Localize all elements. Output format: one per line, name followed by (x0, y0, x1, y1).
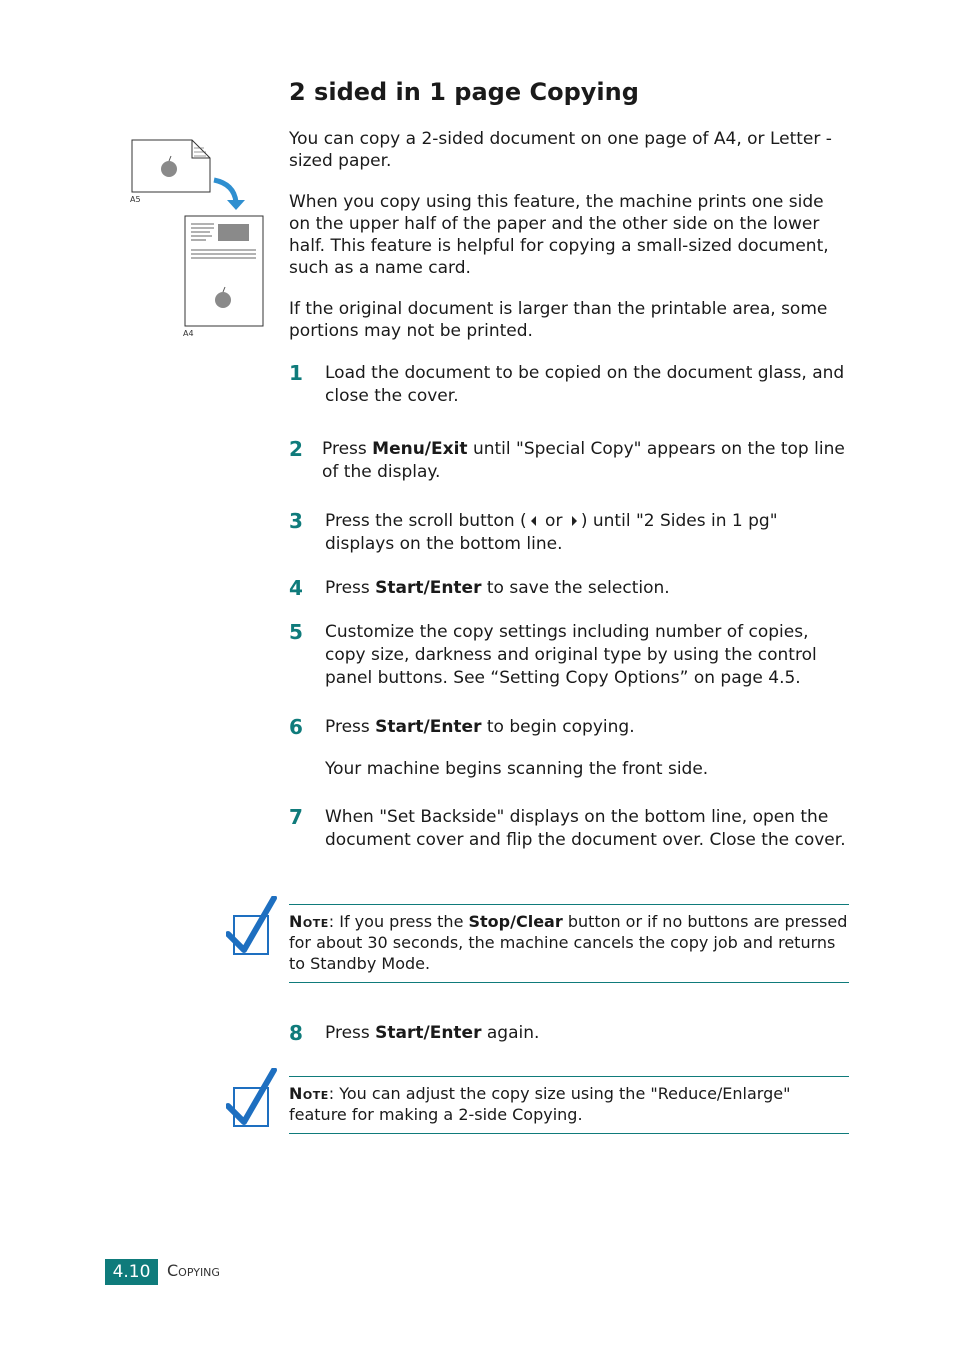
page-title: 2 sided in 1 page Copying (289, 78, 639, 106)
step-number: 8 (289, 1021, 303, 1045)
step-6 (289, 715, 849, 785)
scroll-left-icon (531, 516, 536, 526)
start-enter-key: Start/Enter (375, 1023, 482, 1043)
step-extra-text: Your machine begins scanning the front side. (325, 759, 709, 779)
step-text: Press Menu/Exit until "Special Copy" appears on the top line of the display. (322, 439, 845, 482)
step-number: 4 (289, 576, 303, 600)
note-text: Note: You can adjust the copy size using the "Reduce/Enlarge" feature for making a 2-side Copying. (289, 1084, 791, 1124)
intro-paragraph-3: If the original document is larger than the printable area, some portions may not be printed. (289, 299, 828, 341)
step-text: Press Start/Enter to save the selection. (325, 578, 670, 598)
two-sided-copy-illustration (126, 138, 266, 340)
note-box-1 (289, 904, 849, 983)
step-text: Press the scroll button ( or ) until "2 Sides in 1 pg" displays on the bottom line. (325, 511, 778, 554)
step-number: 5 (289, 620, 303, 644)
note-label: Note (289, 1084, 329, 1103)
start-enter-key: Start/Enter (375, 717, 482, 737)
note-label: Note (289, 912, 329, 931)
step-text: Customize the copy settings including number of copies, copy size, darkness and original type by using the control panel buttons. See “Setting Copy Options” on page 4.5. (325, 622, 817, 688)
page-number: 4.10 (105, 1259, 158, 1285)
step-number: 6 (289, 715, 303, 739)
checkmark-note-icon (226, 896, 278, 958)
intro-paragraph-2: When you copy using this feature, the machine prints one side on the upper half of the paper and the other side on the lower half. This feature is helpful for copying a small-sized document, such as a name card. (289, 192, 829, 278)
menu-exit-key: Menu/Exit (372, 439, 468, 459)
intro-paragraph-1: You can copy a 2-sided document on one page of A4, or Letter -sized paper. (289, 129, 832, 171)
step-number: 7 (289, 805, 303, 829)
start-enter-key: Start/Enter (375, 578, 482, 598)
note-text: Note: If you press the Stop/Clear button or if no buttons are pressed for about 30 seconds, the machine cancels the copy job and returns to Standby Mode. (289, 912, 848, 973)
step-text: Press Start/Enter to begin copying. (325, 717, 635, 737)
step-text: Load the document to be copied on the document glass, and close the cover. (325, 363, 845, 406)
step-number: 3 (289, 509, 303, 533)
step-text: When "Set Backside" displays on the bottom line, open the document cover and flip the document over. Close the cover. (325, 807, 846, 850)
step-number: 1 (289, 361, 303, 385)
checkmark-note-icon (226, 1068, 278, 1130)
note-box-2 (289, 1076, 849, 1134)
label-a5: A5 (130, 195, 141, 204)
section-name: Copying (167, 1261, 220, 1280)
scroll-right-icon (572, 516, 577, 526)
arrow-down-icon (227, 200, 245, 210)
step-number: 2 (289, 437, 303, 461)
stop-clear-key: Stop/Clear (468, 912, 563, 931)
label-a4: A4 (183, 329, 194, 338)
step-text: Press Start/Enter again. (325, 1023, 540, 1043)
